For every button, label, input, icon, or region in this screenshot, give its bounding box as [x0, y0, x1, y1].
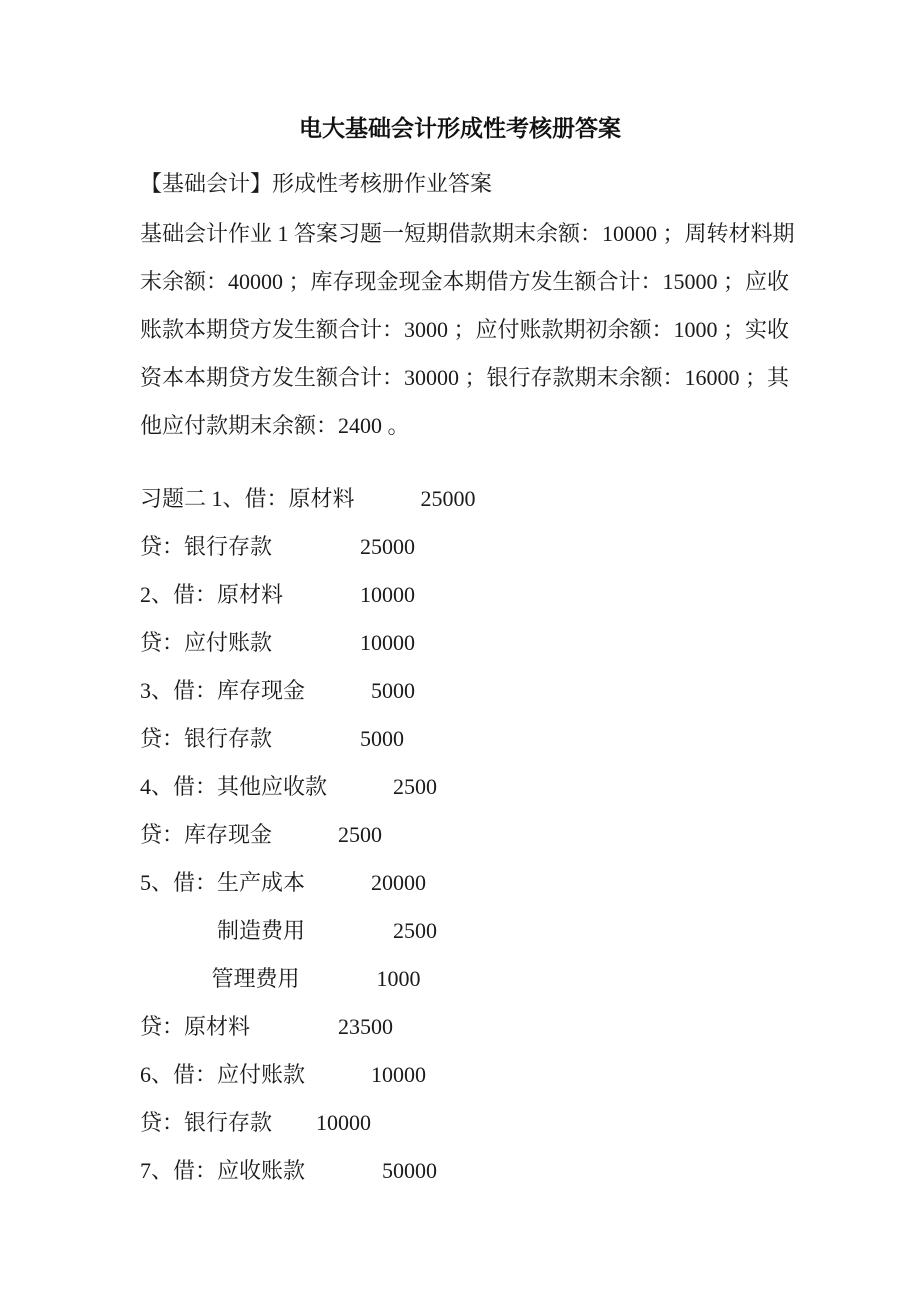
journal-entry-line: 贷：银行存款 10000 [140, 1110, 372, 1135]
journal-entry-line: 2、借：原材料 10000 [140, 582, 416, 607]
paragraph-line: 他应付款期末余额：2400 。 [140, 413, 410, 438]
page-title: 电大基础会计形成性考核册答案 [299, 115, 621, 141]
journal-entry-line: 贷：原材料 23500 [140, 1014, 394, 1039]
journal-entries [140, 475, 812, 1195]
document-body [0, 160, 920, 1195]
paragraph-line: 末余额：40000 ；库存现金现金本期借方发生额合计：15000 ；应收 [140, 269, 790, 294]
journal-entry-line: 习题二 1、借：原材料 25000 [140, 486, 476, 511]
paragraph-line: 基础会计作业 1 答案习题一短期借款期末余额：10000 ；周转材料期 [140, 221, 795, 246]
journal-entry-line: 5、借：生产成本 20000 [140, 870, 427, 895]
journal-entry-line: 4、借：其他应收款 2500 [140, 774, 438, 799]
paragraph-line: 账款本期贷方发生额合计：3000 ；应付账款期初余额：1000 ；实收 [140, 317, 790, 342]
journal-entry-line: 7、借：应收账款 50000 [140, 1158, 438, 1183]
journal-entry-line: 贷：银行存款 25000 [140, 534, 416, 559]
paragraph-line: 资本本期贷方发生额合计：30000 ；银行存款期末余额：16000 ；其 [140, 365, 790, 390]
journal-entry-line: 制造费用 2500 [140, 918, 438, 943]
journal-entry-line: 贷：库存现金 2500 [140, 822, 383, 847]
journal-entry-line: 3、借：库存现金 5000 [140, 678, 416, 703]
journal-entry-line: 6、借：应付账款 10000 [140, 1062, 427, 1087]
journal-entry-line: 贷：应付账款 10000 [140, 630, 416, 655]
journal-entry-line: 管理费用 1000 [140, 966, 421, 991]
journal-entry-line: 贷：银行存款 5000 [140, 726, 405, 751]
intro-paragraph [140, 210, 812, 450]
document-subtitle: 【基础会计】形成性考核册作业答案 [140, 171, 493, 196]
